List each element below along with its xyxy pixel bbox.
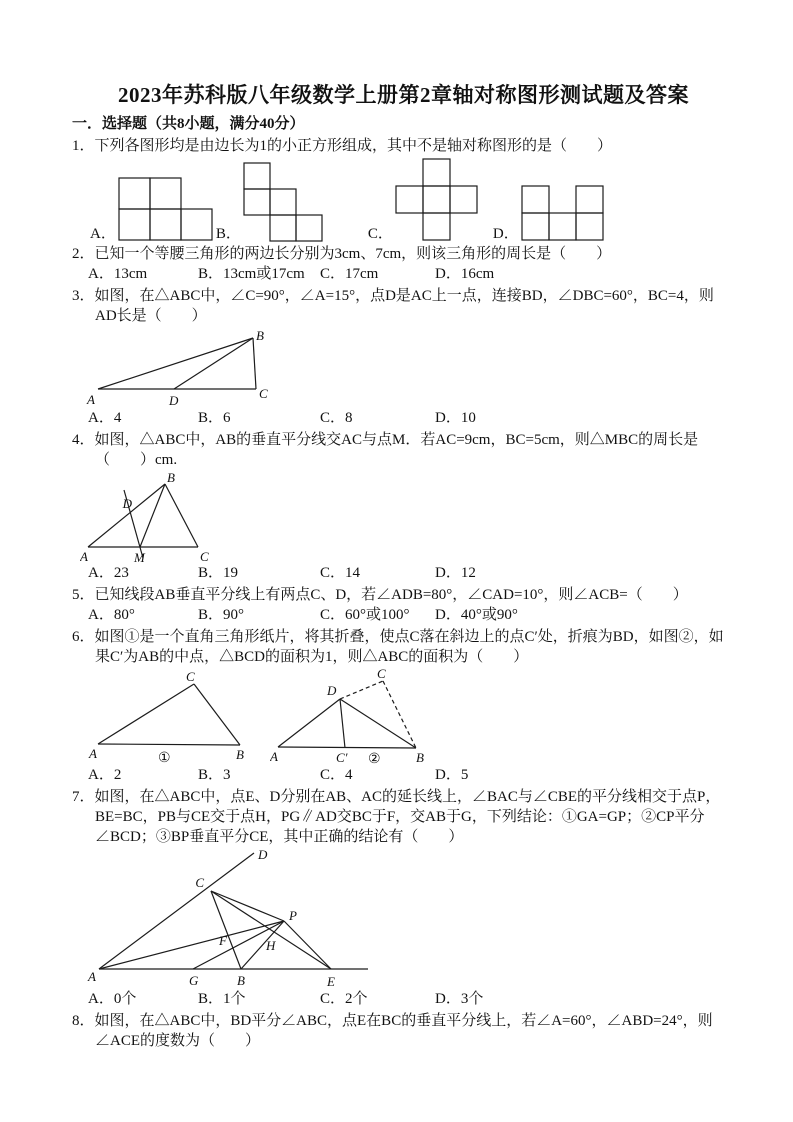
question-6-figures	[88, 669, 735, 765]
question-3	[72, 286, 735, 428]
point-label-m: M	[134, 550, 145, 563]
question-1-option-d-label: D．	[492, 226, 519, 242]
question-2	[72, 244, 735, 284]
triangle-shape	[98, 338, 256, 389]
option-d: D．10	[435, 410, 476, 426]
point-label-c: C	[200, 549, 209, 563]
point-label-c: C	[195, 875, 204, 890]
page-title: 2023年苏科版八年级数学上册第2章轴对称图形测试题及答案	[118, 83, 689, 107]
point-label-c-prime: C′	[336, 750, 348, 765]
point-label-a: A	[87, 392, 95, 407]
question-2-text: 2．已知一个等腰三角形的两边长分别为3cm、7cm，则该三角形的周长是（ ）	[72, 246, 612, 262]
point-label-d: D	[327, 683, 337, 698]
option-c: C．17cm	[320, 266, 379, 282]
option-a: A．13cm	[88, 266, 148, 282]
point-label-e: E	[327, 974, 335, 989]
option-c: C．2个	[320, 991, 368, 1007]
point-label-b: B	[237, 973, 245, 988]
question-1-figure-a	[118, 177, 214, 242]
option-b: B．19	[198, 565, 239, 581]
option-b: B．13cm或17cm	[198, 266, 305, 282]
option-d: D．16cm	[435, 266, 495, 282]
question-1-option-c-label: C．	[367, 226, 393, 242]
question-1-figure-b	[243, 162, 324, 242]
squares-shape-a	[119, 178, 212, 240]
option-d: D．3个	[435, 991, 484, 1007]
option-a: A．80°	[88, 607, 135, 623]
point-label-d: D	[258, 847, 268, 862]
point-label-b: B	[167, 470, 175, 485]
point-label-h: H	[266, 938, 276, 953]
point-label-d: D	[122, 496, 132, 511]
option-b: B．6	[198, 410, 231, 426]
option-b: B．1个	[198, 991, 246, 1007]
point-label-c: C	[186, 670, 195, 684]
option-c: C．60°或100°	[320, 607, 410, 623]
question-2-options	[72, 265, 735, 284]
folded-triangle-shape	[278, 681, 416, 748]
option-b: B．90°	[198, 607, 245, 623]
section-header: 一．选择题（共8小题，满分40分）	[72, 116, 305, 132]
question-6-text: 6．如图①是一个直角三角形纸片，将其折叠，使点C落在斜边上的点C′处，折痕为BD，如图②，如果C′为AB的中点，△BCD的面积为1，则△ABC的面积为（ ）	[72, 629, 724, 665]
option-c: C．14	[320, 565, 361, 581]
point-label-d: D	[169, 393, 179, 408]
option-a: A．4	[88, 410, 122, 426]
triangle-bisector-shape	[88, 484, 198, 558]
question-3-text: 3．如图，在△ABC中，∠C=90°，∠A=15°，点D是AC上一点，连接BD，∠DBC=60°，BC=4，则AD长是（ ）	[72, 288, 714, 324]
option-d: D．5	[435, 767, 469, 783]
question-8	[72, 1011, 735, 1051]
figure-number-1: ①	[158, 751, 171, 765]
point-label-b: B	[416, 750, 424, 765]
question-5-text: 5．已知线段AB垂直平分线上有两点C、D，若∠ADB=80°，∠CAD=10°，则∠ACB=（ ）	[72, 587, 688, 603]
option-a: A．23	[88, 565, 129, 581]
point-label-b: B	[236, 747, 244, 762]
question-4-text: 4．如图，△ABC中，AB的垂直平分线交AC与点M．若AC=9cm，BC=5cm，则△MBC的周长是（ ）cm.	[72, 432, 699, 468]
question-4-options	[72, 564, 735, 583]
question-6	[72, 627, 735, 785]
point-label-a: A	[88, 969, 96, 984]
point-label-a: A	[80, 549, 88, 563]
point-label-b: B	[256, 328, 264, 343]
figure-number-2: ②	[368, 752, 381, 765]
option-c: C．4	[320, 767, 353, 783]
triangle-shape-1	[98, 684, 240, 745]
point-label-a: A	[270, 749, 278, 764]
question-6-figure-1	[88, 670, 248, 765]
point-label-c: C	[377, 669, 386, 681]
question-5-options	[72, 606, 735, 625]
option-b: B．3	[198, 767, 231, 783]
question-1-figure-d	[521, 185, 605, 242]
point-label-c: C	[259, 386, 268, 401]
question-8-text: 8．如图，在△ABC中，BD平分∠ABC，点E在BC的垂直平分线上，若∠A=60°，∠ABD=24°，则∠ACE的度数为（ ）	[72, 1013, 713, 1049]
question-4	[72, 430, 735, 583]
question-1-figure-c	[395, 158, 479, 242]
question-6-figure-2	[270, 669, 428, 765]
point-label-a: A	[89, 746, 97, 761]
question-7	[72, 787, 735, 1009]
squares-shape-b	[244, 163, 322, 241]
question-5	[72, 585, 735, 625]
question-1-text: 1．下列各图形均是由边长为1的小正方形组成，其中不是轴对称图形的是（ ）	[72, 138, 613, 154]
squares-shape-d	[522, 186, 603, 240]
question-1	[72, 136, 735, 242]
option-a: A．0个	[88, 991, 137, 1007]
question-1-option-b-label: B．	[215, 226, 241, 242]
option-d: D．40°或90°	[435, 607, 518, 623]
question-7-text: 7．如图，在△ABC中，点E、D分别在AB、AC的延长线上，∠BAC与∠CBE的平分线相交于点P，BE=BC，PB与CE交于点H，PG∥AD交BC于F，交AB于G，下列结论：①GA=GP；②CP平分∠BCD；③BP垂直平分CE，其中正确的结论有（ ）	[72, 789, 721, 845]
question-1-figures	[90, 158, 735, 242]
question-7-figure	[86, 847, 378, 989]
question-1-option-a-label: A．	[90, 226, 116, 242]
squares-shape-c	[396, 159, 477, 240]
question-6-options	[72, 766, 735, 785]
question-4-figure	[80, 470, 250, 563]
question-3-figure	[86, 326, 278, 408]
point-label-f: F	[219, 933, 227, 948]
point-label-p: P	[289, 908, 297, 923]
question-3-options	[72, 409, 735, 428]
angle-bisector-construction-shape	[99, 853, 368, 969]
point-label-g: G	[189, 973, 199, 988]
option-c: C．8	[320, 410, 353, 426]
option-a: A．2	[88, 767, 122, 783]
question-7-options	[72, 990, 735, 1009]
option-d: D．12	[435, 565, 476, 581]
